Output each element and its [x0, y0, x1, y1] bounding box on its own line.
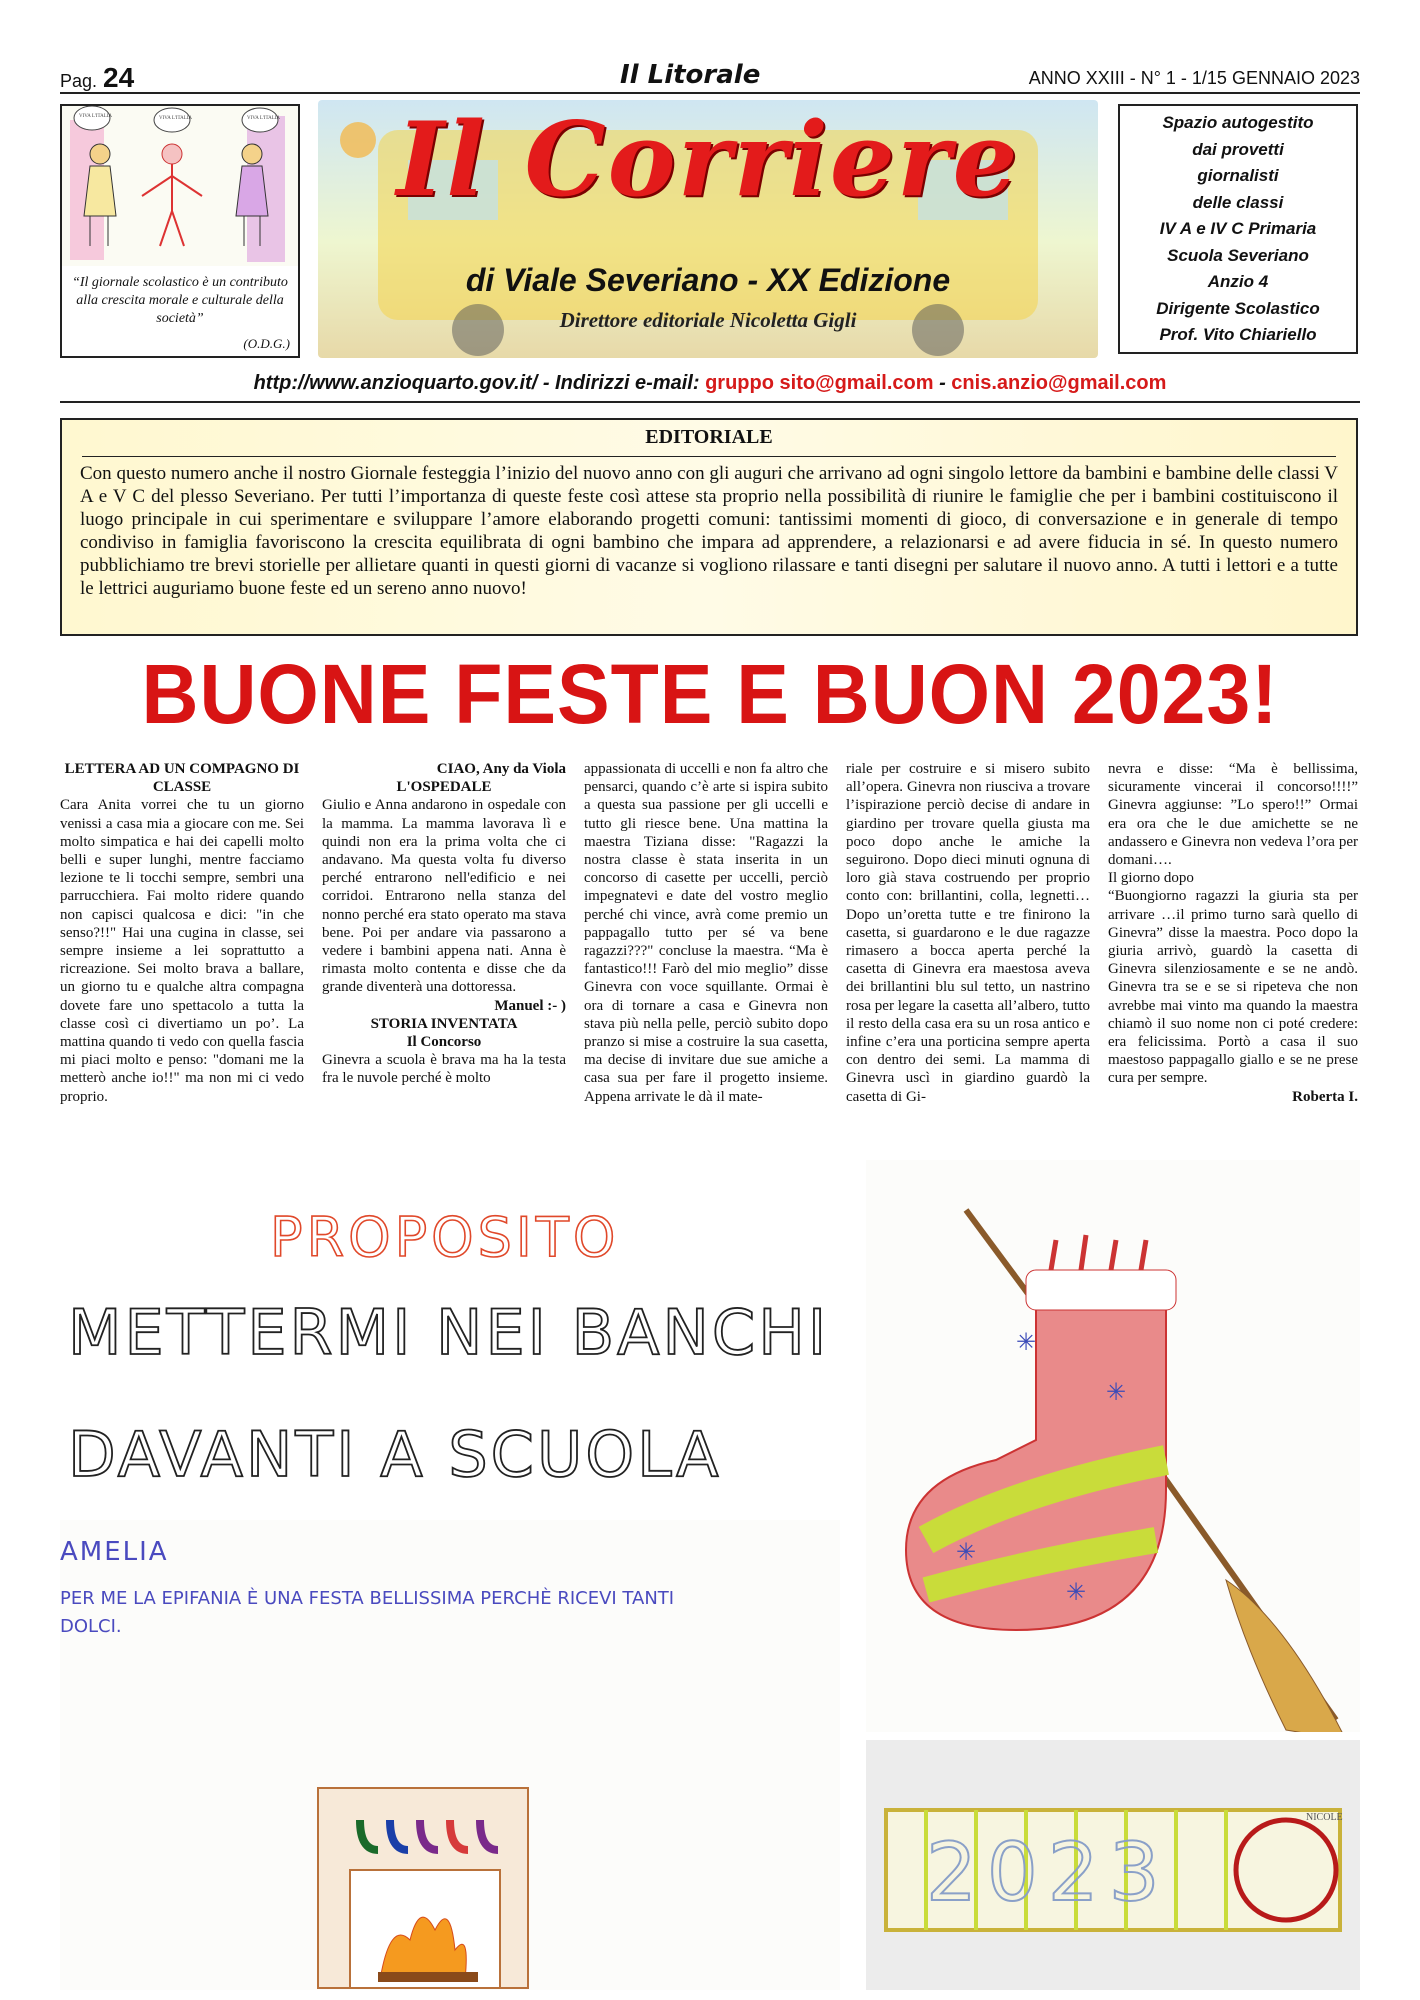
year-text: 2023: [926, 1826, 1170, 1919]
resolution-title: PROPOSITO: [270, 1206, 620, 1269]
info-line: dai provetti: [1192, 139, 1284, 159]
hospital-signature: Manuel :- ): [494, 997, 566, 1014]
story-next-day: Il giorno dopo: [1108, 870, 1194, 887]
resolution-line-1: METTERMI NEI BANCHI: [68, 1296, 830, 1369]
year-drawing: [866, 1740, 1360, 1990]
story-text: riale per costruire e si misero subito all’opera. Ginevra non riusciva a trovare l’ispirazione perciò decise di andare in giardino per trovare quella giusta ma poco dopo anche le amiche la seguirono. Dopo dieci minuti ognuna di loro già stava costruendo per proprio conto con: brillantini, colla, legnetti… Dopo un’oretta tutte e tre finirono la casetta, si guardarono e le due ragazze rimasero a bocca aperta perché la casetta di Ginevra era maestosa aveva dei brillantini blu sul tetto, un nastrino rosa per legare la casetta all’albero, tutto il resto della casa era su un rosa antico e infine c’era una porticina sempre aperta con dentro dei semi. La mamma di Ginevra uscì in giardino guardò la casetta di Gi-: [846, 761, 1090, 1105]
star-icon: ✳: [1106, 1380, 1127, 1406]
column-4: [846, 760, 1090, 1106]
paper-name: Il Litorale: [620, 60, 761, 90]
class-info-box: [1118, 104, 1358, 354]
story-text: Ginevra a scuola è brava ma ha la testa fra le nuvole perché è molto: [322, 1052, 566, 1087]
year-banner-illustration: [866, 1740, 1360, 1990]
editorial-text: Con questo numero anche il nostro Giornale festeggia l’inizio del nuovo anno con gli auguri che arrivano ad ogni singolo lettore da bambini e bambine delle classi V A e V C del plesso Severiano. Per tutti l’importanza di queste feste così attese sta proprio nella possibilità di riunire le famiglie che per i bambini costituiscono il luogo principale in cui sperimentare e sviluppare l’amore elaborando progetti comuni: tantissimi momenti di gioco, di conversazione e in generale di tempo condiviso in famiglia favoriscono la crescita equilibrata di ogni bambino che impara ad apprendere, a relazionarsi e ad avere fiducia in sé. In questo numero pubblichiamo tre brevi storielle per allietare quanti in questi giorni di vacanze si vogliono rilassare e tanti disegni per salutare il nuovo anno. A tutti i lettori e a tutte le lettrici auguriamo buone feste ed un sereno anno nuovo!: [80, 463, 1338, 599]
email-link-1[interactable]: gruppo sito@gmail.com: [705, 372, 934, 394]
speech-bubble-text: VIVA L'ITALIA: [247, 116, 281, 121]
stocking-drawing: [866, 1160, 1360, 1732]
email-label: - Indirizzi e-mail:: [542, 372, 700, 394]
info-line: Dirigente Scolastico: [1156, 298, 1320, 318]
star-icon: ✳: [956, 1540, 977, 1566]
drawing-signature: NICOLE: [1306, 1812, 1343, 1823]
speech-bubble-text: VIVA L'ITALIA: [79, 114, 113, 119]
masthead-director: Direttore editoriale Nicoletta Gigli: [559, 308, 857, 332]
star-icon: ✳: [1066, 1580, 1087, 1606]
headline: BUONE FESTE E BUON 2023!: [141, 647, 1279, 741]
story-text: appassionata di uccelli e non fa altro che pensarci, quando c’è arte si ispira subito a questa sua passione per gli uccelli e tutto gli riesce bene. Una mattina la maestra Tiziana disse: "Ragazzi la nostra classe è stata inserita in un concorso di casette per uccelli, perciò impegnatevi e date del vostro meglio perché chi vince, avrà come premio un pappagallo tutto per sé va bene ragazzi???" concluse la maestra. “Ma è fantastico!!! Farò del mio meglio” disse Ginevra con voce squillante. Ormai è ora di tornare a casa e Ginevra non stava più nella pelle, perciò subito dopo pranzo si mise a costruire la sua casetta, ma decise di invitare due sue amiche a casa sua per fare il progetto insieme. Appena arrivate le dà il mate-: [584, 761, 828, 1105]
star-icon: ✳: [1016, 1330, 1037, 1356]
kids-drawing-box: [60, 104, 300, 358]
epiphany-drawing: [60, 1520, 840, 1990]
fireplace-illustration: [318, 1788, 528, 1988]
column-5: [1108, 760, 1358, 1106]
letter-title: LETTERA AD UN COMPAGNO DI CLASSE: [64, 761, 300, 796]
letter-signature: CIAO, Any da Viola: [436, 761, 566, 777]
quote: “Il giornale scolastico è un contributo alla crescita morale e culturale della società”: [72, 275, 288, 327]
info-line: Scuola Severiano: [1167, 245, 1309, 265]
page-number: Pag. 24: [60, 62, 135, 93]
contacts-line: [60, 372, 1360, 403]
story-text: “Buongiorno ragazzi la giuria sta per arrivare …il primo turno sarà quello di Ginevra” disse la maestra. Poco dopo la giuria arrivò, guardò la casetta di Ginevra silenziosamente e se ne andò. Ginevra tra se e se si ripeteva che non avrebbe mai vinto ma quando la maestra chiamò il suo nome non ci poté credere: era felicissima. Portò a casa il suo maestoso pappagallo giallo e se ne prese cura per sempre.: [1108, 888, 1358, 1087]
info-line: Prof. Vito Chiariello: [1159, 325, 1317, 344]
story-title: STORIA INVENTATA: [370, 1015, 518, 1032]
info-line: giornalisti: [1197, 166, 1279, 185]
separator: -: [939, 372, 946, 394]
hospital-title: L'OSPEDALE: [396, 779, 492, 796]
column-2: [322, 760, 566, 1088]
info-line: Spazio autogestito: [1162, 113, 1314, 132]
hospital-text: Giulio e Anna andarono in ospedale con la mamma. La mamma lavorava lì e quindi non era la prima volta che ci andavano. Ma questa volta fu diverso perché entrarono nell'edificio e nei corridoi. Entrarono nella stanza del nonno perché era stato operato ma stava bene. Poi per andare via passarono a vedere i bambini appena nati. Anna è rimasta molto contenta e disse che da grande diventerà una dottoressa.: [322, 797, 566, 996]
masthead-subtitle: di Viale Severiano - XX Edizione: [465, 262, 951, 298]
story-subtitle: Il Concorso: [406, 1034, 482, 1051]
amelia-line-1: PER ME LA EPIFANIA È UNA FESTA BELLISSIMA PERCHÈ RICEVI TANTI: [60, 1588, 675, 1609]
editorial-box: [60, 418, 1358, 636]
info-line: delle classi: [1192, 192, 1284, 212]
website-link[interactable]: http://www.anzioquarto.gov.it/: [253, 372, 538, 394]
column-3: [584, 760, 828, 1106]
befana-stocking-illustration: [866, 1160, 1360, 1732]
masthead: [318, 100, 1098, 358]
issue-info: ANNO XXIII - N° 1 - 1/15 GENNAIO 2023: [1028, 68, 1360, 88]
quote-source: (O.D.G.): [243, 336, 290, 351]
speech-bubble-text: VIVA L'ITALIA: [159, 116, 193, 121]
letter-text: Cara Anita vorrei che tu un giorno venissi a casa mia a giocare con me. Sei molto simpatica e hai dei capelli molto belli e super lunghi, mentre facciamo lezione te li tocchi sempre, sembri una parrucchiera. Fai molto ridere quando non capisci qualcosa e dici: "in che senso?!!" Hai una cugina in classe, sei sempre insieme a lei soprattutto a ricreazione. Sei molto brava a ballare, un giorno tu e qualche altra compagna dovete fare uno spettacolo a tutta la classe così ci divertiamo un po’. La mattina quando ti vedo con quella fascia mi piaci molto e penso: "domani me la metterò anche io!!" ma non mi ci vedo proprio.: [60, 797, 304, 1105]
resolution-line-2: DAVANTI A SCUOLA: [68, 1418, 722, 1491]
children-drawing: [62, 106, 298, 266]
resolution-drawing: [60, 1176, 840, 1516]
amelia-line-2: DOLCI.: [60, 1616, 122, 1637]
column-1: [60, 760, 304, 1106]
divider: [82, 456, 1336, 457]
amelia-name: AMELIA: [60, 1537, 169, 1567]
handwritten-resolution: [60, 1176, 840, 1516]
info-line: Anzio 4: [1207, 272, 1269, 291]
editorial-title: EDITORIALE: [645, 426, 773, 448]
story-signature: Roberta I.: [1292, 1088, 1358, 1105]
top-bar: [60, 58, 1360, 94]
info-line: IV A e IV C Primaria: [1159, 219, 1317, 238]
amelia-drawing: [60, 1520, 840, 1990]
story-text: nevra e disse: “Ma è bellissima, sicuramente vincerai il concorso!!!!” Ginevra aggiunse: ”Lo spero!!” Ormai era ora che le due amichette se ne andassero e Ginevra non vedeva l’ora per domani….: [1108, 761, 1358, 869]
email-link-2[interactable]: cnis.anzio@gmail.com: [951, 372, 1167, 394]
masthead-title: Il Corriere: [396, 100, 1020, 220]
